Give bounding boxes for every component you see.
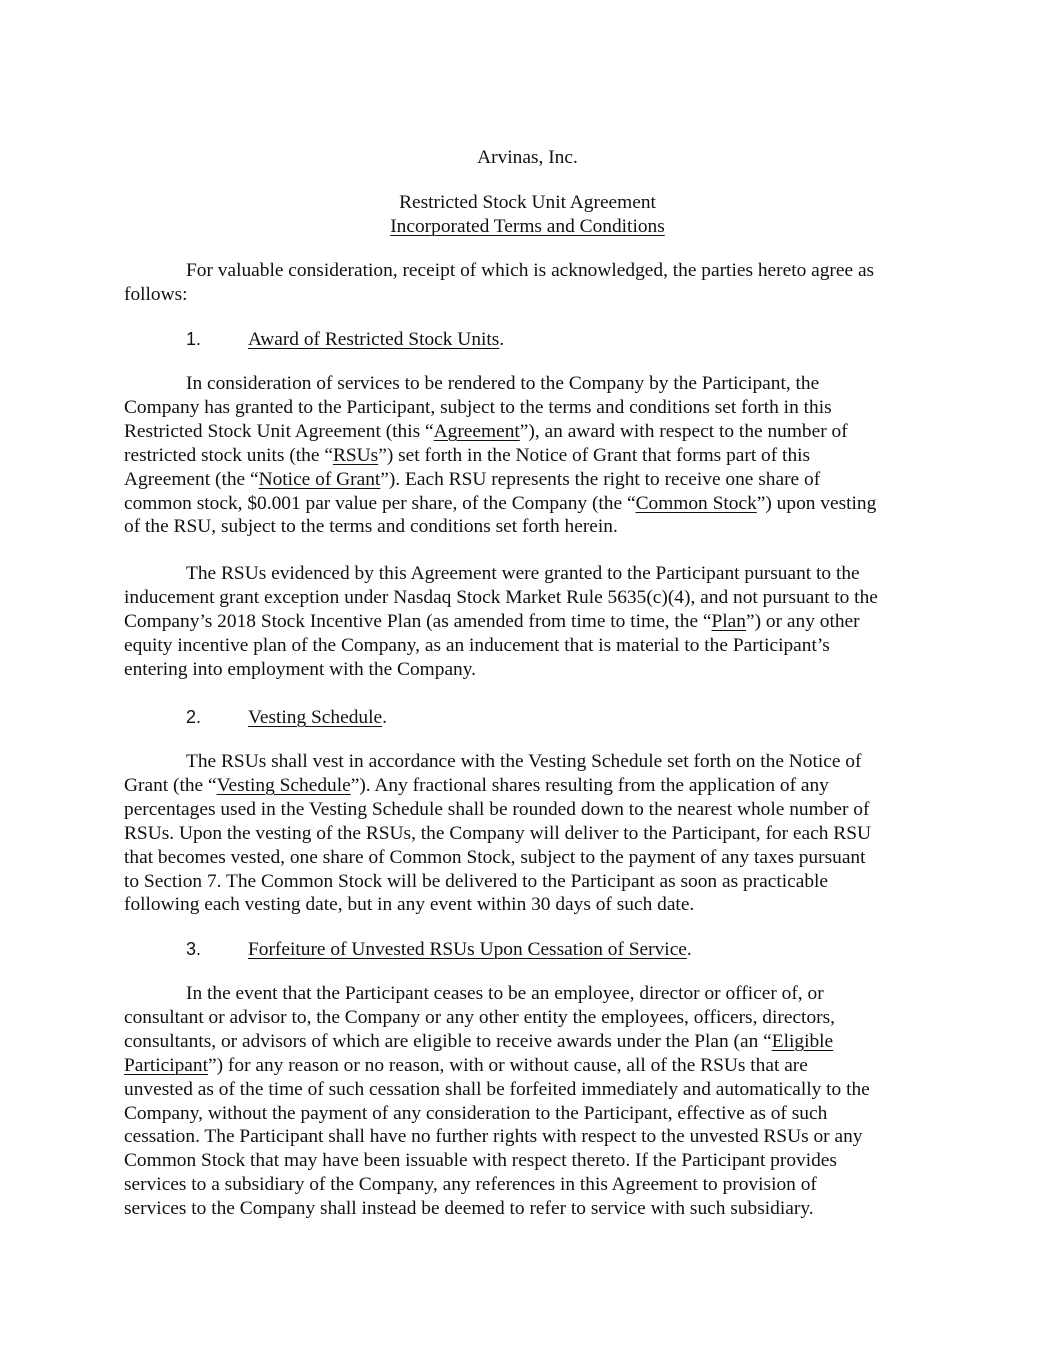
text-run: percentages used in the Vesting Schedule shall be rounded down to the nearest whole number of (124, 798, 870, 820)
section-3-paragraph-1 (124, 982, 934, 1221)
text-run: In consideration of services to be rendered to the Company by the Participant, the (186, 373, 820, 394)
paragraph-line (124, 586, 934, 610)
section-heading-3: 3. Forfeiture of Unvested RSUs Upon Cessation of Service. (186, 939, 692, 960)
defined-term: Agreement (433, 420, 520, 442)
paragraph-line (124, 420, 934, 444)
text-run: entering into employment with the Company. (124, 658, 477, 680)
paragraph-line (124, 1197, 934, 1221)
text-run: ”), an award with respect to the number of (519, 420, 848, 442)
defined-term: Eligible (771, 1030, 834, 1052)
text-run: Restricted Stock Unit Agreement (this “ (124, 420, 434, 442)
section-number: 1. (186, 329, 202, 349)
section-title: Award of Restricted Stock Units (248, 329, 500, 350)
paragraph-line (124, 1149, 934, 1173)
text-run: RSUs. Upon the vesting of the RSUs, the Company will deliver to the Participant, for each RSU (124, 822, 871, 844)
paragraph-line (124, 372, 934, 396)
text-run: restricted stock units (the “ (124, 444, 333, 466)
paragraph-line (124, 492, 934, 516)
text-run: Common Stock that may have been issuable with respect thereto. If the Participant provides (124, 1150, 837, 1172)
text-run: consultants, or advisors of which are eligible to receive awards under the Plan (an “ (124, 1030, 772, 1052)
section-heading-1: 1. Award of Restricted Stock Units. (186, 329, 505, 350)
text-run: services to a subsidiary of the Company, any references in this Agreement to provision of (124, 1174, 817, 1196)
text-run: ”) upon vesting (756, 492, 877, 514)
defined-term: Participant (124, 1054, 209, 1076)
text-run: consultant or advisor to, the Company or any other entity the employees, officers, directors, (124, 1006, 835, 1028)
section-2-paragraph-1 (124, 750, 934, 917)
text-run: ”) for any reason or no reason, with or without cause, all of the RSUs that are (208, 1054, 808, 1076)
section-1-paragraph-2 (124, 562, 934, 682)
text-run: The RSUs evidenced by this Agreement were granted to the Participant pursuant to the (186, 563, 860, 584)
paragraph-line (124, 610, 934, 634)
paragraph-line (124, 1078, 934, 1102)
text-run: to Section 7. The Common Stock will be delivered to the Participant as soon as practicable (124, 870, 829, 892)
paragraph-line (124, 658, 934, 682)
paragraph-line (124, 870, 934, 894)
intro-line: follows: (124, 283, 188, 305)
text-run: common stock, $0.001 par value per share, of the Company (the “ (124, 492, 636, 514)
section-1-paragraph-1 (124, 372, 934, 539)
defined-term: Notice of Grant (258, 468, 381, 490)
paragraph-line (124, 1102, 934, 1126)
text-run: ”) set forth in the Notice of Grant that forms part of this (378, 444, 811, 466)
section-title: Vesting Schedule (248, 707, 383, 728)
paragraph-line (124, 774, 934, 798)
paragraph-line (124, 1173, 934, 1197)
paragraph-line (124, 846, 934, 870)
text-run: following each vesting date, but in any event within 30 days of such date. (124, 894, 695, 916)
section-number: 2. (186, 707, 202, 727)
paragraph-line (124, 468, 934, 492)
intro-line: For valuable consideration, receipt of which is acknowledged, the parties hereto agree as (186, 260, 875, 281)
defined-term: Plan (711, 610, 746, 632)
paragraph-line (124, 798, 934, 822)
section-number: 3. (186, 939, 202, 959)
document-subtitle: Incorporated Terms and Conditions (390, 216, 665, 237)
text-run: equity incentive plan of the Company, as an inducement that is material to the Participant’s (124, 634, 830, 656)
paragraph-line (124, 750, 934, 774)
text-run: cessation. The Participant shall have no further rights with respect to the unvested RSUs or any (124, 1126, 863, 1148)
paragraph-line (124, 893, 934, 917)
paragraph-line (124, 444, 934, 468)
section-heading-2: 2. Vesting Schedule. (186, 707, 387, 728)
text-run: services to the Company shall instead be deemed to refer to service with such subsidiary. (124, 1198, 814, 1220)
text-run: of the RSU, subject to the terms and conditions set forth herein. (124, 516, 618, 538)
paragraph-line (124, 562, 934, 586)
defined-term: Common Stock (635, 492, 757, 514)
text-run: unvested as of the time of such cessation shall be forfeited immediately and automatically to the (124, 1078, 870, 1100)
paragraph-line (124, 1030, 934, 1054)
text-run: Company has granted to the Participant, subject to the terms and conditions set forth in this (124, 396, 832, 418)
text-run: that becomes vested, one share of Common Stock, subject to the payment of any taxes pursuant (124, 846, 866, 868)
text-run: inducement grant exception under Nasdaq Stock Market Rule 5635(c)(4), and not pursuant to the (124, 586, 878, 608)
text-run: Agreement (the “ (124, 468, 259, 490)
defined-term: RSUs (332, 444, 379, 466)
text-run: ”) or any other (746, 610, 860, 632)
paragraph-line (124, 982, 934, 1006)
paragraph-line (124, 634, 934, 658)
text-run: Grant (the “ (124, 774, 217, 796)
document-title: Restricted Stock Unit Agreement (399, 192, 656, 213)
text-run: ”). Each RSU represents the right to receive one share of (380, 468, 821, 490)
paragraph-line (124, 515, 934, 539)
paragraph-line (124, 1125, 934, 1149)
paragraph-line (124, 1006, 934, 1030)
company-name: Arvinas, Inc. (477, 147, 578, 168)
text-run: Company, without the payment of any consideration to the Participant, effective as of such (124, 1102, 828, 1124)
text-run: Company’s 2018 Stock Incentive Plan (as amended from time to time, the “ (124, 610, 712, 632)
paragraph-line (124, 1054, 934, 1078)
text-run: The RSUs shall vest in accordance with the Vesting Schedule set forth on the Notice of (186, 751, 862, 772)
paragraph-line (124, 396, 934, 420)
paragraph-line (124, 822, 934, 846)
text-run: In the event that the Participant ceases to be an employee, director or officer of, or (186, 983, 824, 1004)
defined-term: Vesting Schedule (216, 774, 351, 796)
text-run: ”). Any fractional shares resulting from the application of any (350, 774, 829, 796)
section-title: Forfeiture of Unvested RSUs Upon Cessation of Service (248, 939, 687, 960)
intro-paragraph (124, 259, 934, 307)
